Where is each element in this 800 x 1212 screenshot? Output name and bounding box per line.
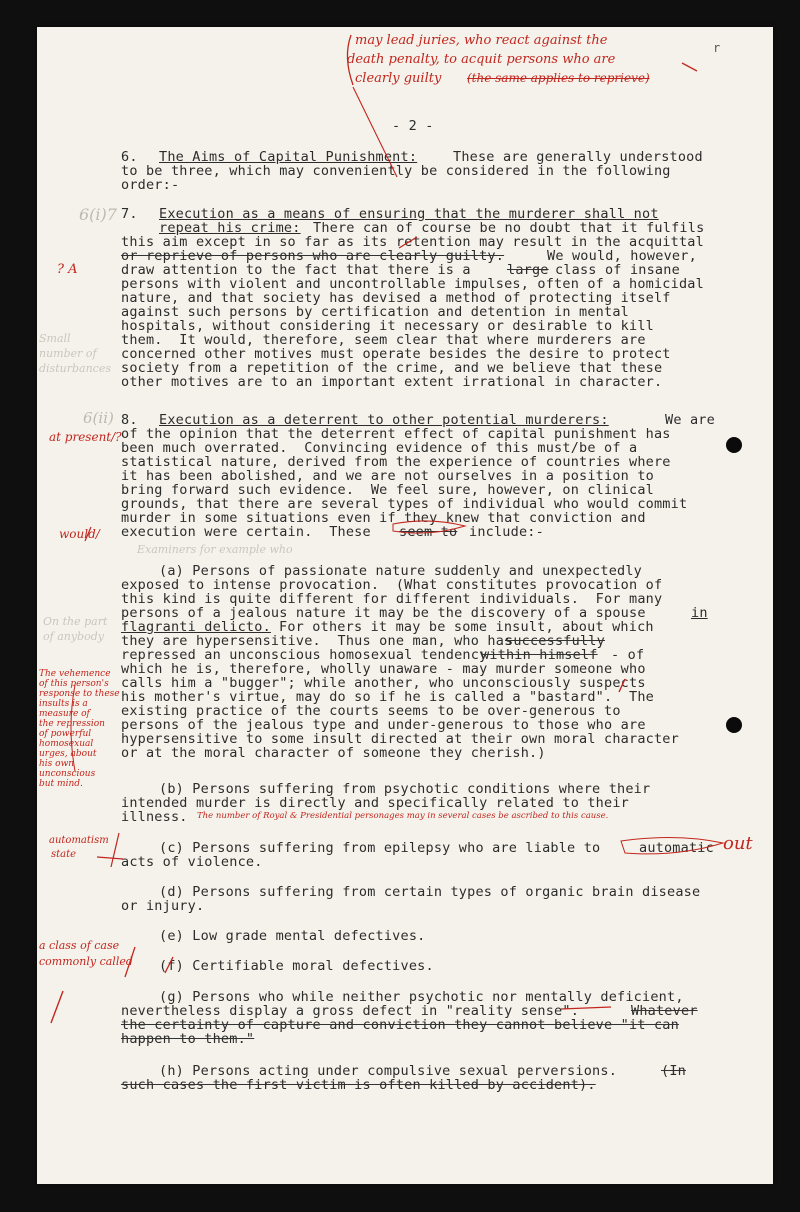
margin-para7-ref: 6(i)7 <box>79 205 117 224</box>
item-g-struck: happen to them." <box>121 1031 255 1047</box>
item-a-line: hypersensitive to some insult directed at their own moral character <box>121 731 679 747</box>
margin-a-note-line: of powerful <box>39 729 92 739</box>
item-c-word: automatic <box>639 840 714 856</box>
item-a-line: persons of the jealous type and under-generous to those who are <box>121 717 646 733</box>
para7-line: nature, and that society has devised a method of protecting itself <box>121 290 671 306</box>
margin-a-note-line: urges, about <box>39 749 97 759</box>
para8-line: execution were certain. These <box>121 524 371 540</box>
para8-line: statistical nature, derived from the experience of countries where <box>121 454 671 470</box>
faint-left-note: Small <box>39 332 71 345</box>
para7-line: There can of course be no doubt that it fulfils <box>313 220 705 236</box>
margin-para8-note: at present/? <box>49 430 122 444</box>
para6-number: 6. <box>121 149 138 165</box>
para7-line-struck: or reprieve of persons who are clearly guilty. <box>121 248 505 264</box>
item-a-line: this kind is quite different for different individuals. For many <box>121 591 663 607</box>
item-g-struck: the certainty of capture and conviction they cannot believe "it can <box>121 1017 679 1033</box>
item-b-line: (b) Persons suffering from psychotic conditions where their <box>159 781 651 797</box>
para8-line: murder in some situations even if they knew that conviction and <box>121 510 646 526</box>
para8-number: 8. <box>121 412 138 428</box>
para7-line: them. It would, therefore, seem clear that where murderers are <box>121 332 646 348</box>
annotation-top-struck: (the same applies to reprieve) <box>467 71 650 85</box>
item-c-line: acts of violence. <box>121 854 263 870</box>
pen-marks <box>37 27 773 1184</box>
margin-c-out: out <box>723 833 753 854</box>
para7-line: this aim except in so far as its retention may result in the acquittal <box>121 234 704 250</box>
margin-para8-ref: 6(ii) <box>83 409 114 427</box>
faint-a-left: of anybody <box>43 630 104 643</box>
para8-heading: Execution as a deterrent to other potential murderers: <box>159 412 609 428</box>
margin-c-note: automatism <box>49 835 109 846</box>
item-a-line: exposed to intense provocation. (What constitutes provocation of <box>121 577 663 593</box>
item-c-line: (c) Persons suffering from epilepsy who are liable to <box>159 840 601 856</box>
faint-mid-note: Examiners for example who <box>137 543 293 556</box>
para7-line: against such persons by certification and detention in mental <box>121 304 629 320</box>
document-page <box>37 27 773 1184</box>
margin-para7-query: ? A <box>57 262 78 277</box>
para7-heading-2: repeat his crime: <box>159 220 301 236</box>
faint-a-left: On the part <box>43 615 108 628</box>
item-e-line: (e) Low grade mental defectives. <box>159 928 426 944</box>
para7-number: 7. <box>121 206 138 222</box>
item-f-line: (f) Certifiable moral defectives. <box>159 958 434 974</box>
item-a-line: existing practice of the courts seems to be over-generous to <box>121 703 621 719</box>
para6-line: These are generally understood <box>453 149 703 165</box>
para7-line: We would, however, <box>547 248 697 264</box>
item-a-line: (a) Persons of passionate nature suddenly and unexpectedly <box>159 563 643 579</box>
margin-c-note: state <box>51 849 77 860</box>
item-a-struck: successfully <box>505 633 605 649</box>
para8-line: of the opinion that the deterrent effect of capital punishment has <box>121 426 671 442</box>
para7-line: draw attention to the fact that there is a <box>121 262 471 278</box>
annotation-top-line-1: may lead juries, who react against the <box>355 33 608 48</box>
item-g-line: (g) Persons who while neither psychotic nor mentally deficient, <box>159 989 684 1005</box>
margin-f-note: commonly called <box>39 955 133 968</box>
para7-word-struck: large <box>507 262 549 278</box>
item-a-line: For others it may be some insult, about which <box>279 619 654 635</box>
item-a-phrase: in <box>691 605 708 621</box>
item-b-line: intended murder is directly and specifically related to their <box>121 795 629 811</box>
margin-a-note-line: but mind. <box>39 779 83 789</box>
item-a-line: repressed an unconscious homosexual tendency <box>121 647 488 663</box>
item-a-line: which he is, therefore, wholly unaware - may murder someone who <box>121 661 646 677</box>
item-a-line: persons of a jealous nature it may be the discovery of a spouse <box>121 605 646 621</box>
para8-line: it has been abolished, and we are not ourselves in a position to <box>121 468 654 484</box>
para6-line: to be three, which may conveniently be considered in the following <box>121 163 671 179</box>
para7-line: hospitals, without considering it necessary or desirable to kill <box>121 318 654 334</box>
margin-a-note-line: response to these <box>39 689 120 699</box>
faint-left-note: number of <box>39 347 97 360</box>
margin-a-note-line: The vehemence <box>39 669 111 679</box>
item-a-latin: flagranti delicto. <box>121 619 271 635</box>
item-a-struck: within himself <box>481 647 598 663</box>
para7-heading-1: Execution as a means of ensuring that the murderer shall not <box>159 206 659 222</box>
item-a-line: they are hypersensitive. Thus one man, who has <box>121 633 513 649</box>
item-g-line: nevertheless display a gross defect in "reality sense". <box>121 1003 580 1019</box>
item-a-line: his mother's virtue, may do so if he is called a "bastard". The <box>121 689 654 705</box>
para8-line: grounds, that there are several types of individual who would commit <box>121 496 688 512</box>
para6-line: order:- <box>121 177 180 193</box>
item-d-line: (d) Persons suffering from certain types of organic brain disease <box>159 884 701 900</box>
para8-line: bring forward such evidence. We feel sure, however, on clinical <box>121 482 654 498</box>
para7-line: class of insane <box>555 262 680 278</box>
page-number: - 2 - <box>392 118 434 134</box>
para7-line: society from a repetition of the crime, and we believe that these <box>121 360 663 376</box>
para8-line: include:- <box>469 524 544 540</box>
para8-line: been much overrated. Convincing evidence of this must/be of a <box>121 440 638 456</box>
margin-would: would/ <box>59 527 100 541</box>
para7-line: persons with violent and uncontrollable impulses, often of a homicidal <box>121 276 704 292</box>
margin-a-note-line: homosexual <box>39 739 94 749</box>
item-h-struck: such cases the first victim is often killed by accident). <box>121 1077 596 1093</box>
inline-b-note: The number of Royal & Presidential personages may in several cases be ascribed to this cause. <box>197 811 609 821</box>
annotation-top-line-2: death penalty, to acquit persons who are <box>347 52 616 67</box>
item-d-line: or injury. <box>121 898 205 914</box>
para6-heading: The Aims of Capital Punishment: <box>159 149 418 165</box>
margin-a-note-line: unconscious <box>39 769 96 779</box>
item-a-line: calls him a "bugger"; while another, who unconsciously suspects <box>121 675 646 691</box>
margin-a-note-line: insults is a <box>39 699 88 709</box>
item-h-line: (h) Persons acting under compulsive sexual perversions. <box>159 1063 618 1079</box>
margin-f-note: a class of case <box>39 939 120 952</box>
para8-struck-phrase: seem to <box>399 524 458 540</box>
item-h-struck: (In <box>661 1063 686 1079</box>
item-b-line: illness. <box>121 809 188 825</box>
item-a-line: or at the moral character of someone they cherish.) <box>121 745 546 761</box>
margin-a-note-line: measure of <box>39 709 90 719</box>
margin-a-note-line: his own <box>39 759 75 769</box>
faint-left-note: disturbances <box>39 362 111 375</box>
para8-line: We are <box>665 412 715 428</box>
item-g-struck: Whatever <box>631 1003 698 1019</box>
para7-line: other motives are to an important extent irrational in character. <box>121 374 663 390</box>
margin-a-note-line: of this person's <box>39 679 109 689</box>
corner-mark: r <box>713 41 721 55</box>
para7-line: concerned other motives must operate besides the desire to protect <box>121 346 671 362</box>
annotation-top-line-3: clearly guilty <box>355 71 442 86</box>
margin-a-note-line: the repression <box>39 719 105 729</box>
item-a-line: - of <box>611 647 645 663</box>
